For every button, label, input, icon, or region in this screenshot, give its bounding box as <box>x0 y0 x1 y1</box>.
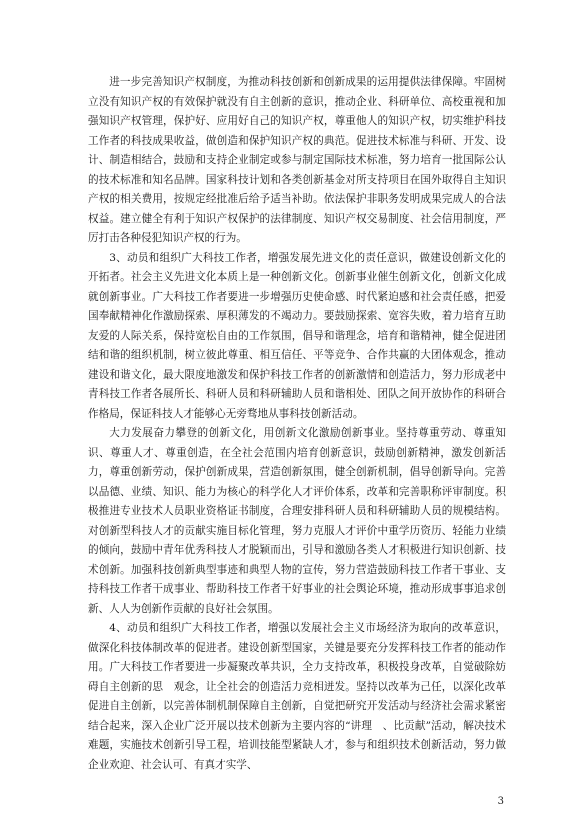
page-number: 3 <box>497 796 504 807</box>
paragraph-reform-promoter: 4、动员和组织广大科技工作者，增强以发展社会主义市场经济为取向的改革意识，做深化科技体制改革的促进者。建设创新型国家，关键是要充分发挥科技工作者的能动作用。广大科技工作者要进一步凝聚改革共识，全力支持改革，积极投身改革，自觉破除妨碍自主创新的思 观念，让全社会的创造活力竞相迸发。坚持以改革为己任，以深化改革促进自主创新，以完善体制机制保障自主创新，自觉把研究开发活动与经济社会需求紧密结合起来，深入企业广泛开展以技术创新为主要内容的“讲理 、比贡献”活动，解决技术难题，实施技术创新引导工程，培训技能型紧缺人才，参与和组织技术创新活动，努力做企业欢迎、社会认可、有真才实学、 <box>88 622 506 771</box>
paragraph-innovation-culture-pioneer: 3、动员和组织广大科技工作者，增强发展先进文化的责任意识，做建设创新文化的开拓者。社会主义先进文化本质上是一种创新文化。创新事业催生创新文化，创新文化成就创新事业。广大科技工作者要进一步增强历史使命感、时代紧迫感和社会责任感，把爱国奉献精神化作激励探索、厚积薄发的不竭动力。要鼓励探索、宽容失败，着力培育互助友爱的人际关系，保持宽松自由的工作氛围，倡导和谐理念，培育和谐精神，健全促进团结和谐的组织机制，树立彼此尊重、相互信任、平等竞争、合作共赢的大团体观念，推动建设和谐文化，最大限度地激发和保护科技工作者的创新激情和创造活力，努力形成老中青科技工作者各展所长、科研人员和科研辅助人员和谐相处、团队之间开放协作的科研合作格局，保证科技人才能够心无旁骛地从事科技创新活动。 <box>88 251 506 420</box>
body-text <box>88 73 506 775</box>
paragraph-ip-system: 进一步完善知识产权制度，为推动科技创新和创新成果的运用提供法律保障。牢固树立没有知识产权的有效保护就没有自主创新的意识，推动企业、科研单位、高校重视和加强知识产权管理，保护好、应用好自己的知识产权，尊重他人的知识产权，切实维护科技工作者的科技成果收益，做创造和保护知识产权的典范。促进技术标准与科研、开发、设计、制造相结合，鼓励和支持企业制定或参与制定国际技术标准，努力培育一批国际公认的技术标准和知名品牌。国家科技计划和各类创新基金对所支持项目在国外取得自主知识产权的相关费用，按规定经批准后给予适当补助。依法保护非职务发明成果完成人的合法权益。建立健全有利于知识产权保护的法律制度、知识产权交易制度、社会信用制度，严厉打击各种侵犯知识产权的行为。 <box>88 76 506 244</box>
paragraph-innovation-culture-development: 大力发展奋力攀登的创新文化，用创新文化激励创新事业。坚持尊重劳动、尊重知识、尊重人才、尊重创造，在全社会范围内培育创新意识，鼓励创新精神，激发创新活力，尊重创新劳动，保护创新成果，营造创新氛围，健全创新机制，倡导创新导向。完善以品德、业绩、知识、能力为核心的科学化人才评价体系，改革和完善职称评审制度。积极推进专业技术人员职业资格证书制度，合理安排科研人员和科研辅助人员的规模结构。对创新型科技人才的贡献实施目标化管理，努力克服人才评价中重学历资历、轻能力业绩的倾向，鼓励中青年优秀科技人才脱颖而出，引导和激励各类人才积极进行知识创新、技术创新。加强科技创新典型事迹和典型人物的宣传，努力营造鼓励科技工作者干事业、支持科技工作者干成事业、帮助科技工作者干好事业的社会舆论环境，推动形成事事追求创新、人人为创新作贡献的良好社会氛围。 <box>88 427 506 615</box>
